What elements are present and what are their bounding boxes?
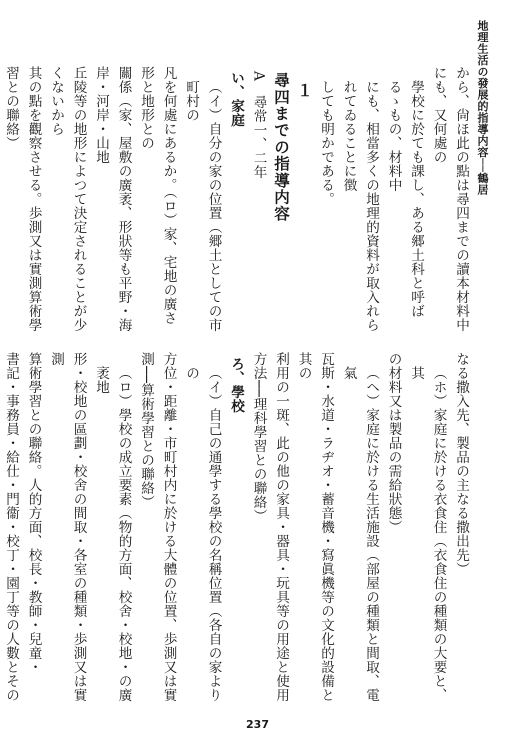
text-line: 關係（家、屋敷の廣袤、形狀等も平野・海岸・河岸・山地 [93, 66, 132, 332]
text-line: 測──算術學習との聯絡） [138, 352, 154, 510]
text-line: （イ）自分の家の位置（郷土としての市町村の [183, 79, 222, 332]
text-line: なる撒入先、製品の主なる撒出先） [453, 352, 469, 576]
text-line: 形・校地の區劃・校舍の間取・各室の種類・歩測又は實測 [48, 352, 87, 702]
section-title: 尋四までの指導内容 [272, 72, 291, 223]
text-line: 方位・距離・市町村内に於ける大體の位置、歩測又は實 [160, 352, 177, 702]
text-line: 利用の一斑、此の他の家具・器具・玩具等の用途と使用 [273, 352, 289, 702]
paragraph: 學校に於ても課し、ある郷土科と呼ばるゝもの、材料中 [385, 79, 424, 318]
text-line: の材料又は製品の需給狀態） [385, 352, 402, 534]
text-line: 瓦斯・水道・ラヂオ・蓄音機・寫眞機等の文化的設備と其の [295, 352, 334, 702]
lower-text-block [3, 352, 472, 712]
sub-label-school: ろ、學校 [228, 357, 244, 414]
running-head: 地理生活の發展的指導内容──鶴居 [476, 20, 489, 196]
text-line: 凡を何處にあるか。（ロ）家、宅地の廣さ形と地形との [138, 66, 177, 326]
text-line: （ホ）家庭に於ける衣食住（衣食住の種類の大要と、其 [408, 365, 447, 702]
text-line: （ヘ）家庭に於ける生活施設（部屋の種類と間取、電氣 [340, 365, 379, 702]
paragraph: から、尙ほ此の點は尋四までの讀本材料中にも、又何處の [430, 66, 469, 332]
section-number: １ [294, 82, 314, 99]
text-line: 算術學習との聯絡。人的方面、校長・教師・兒童・ [25, 352, 42, 674]
grade-label: A 尋常一、二年 [250, 71, 267, 180]
text-line: 丘陵等の地形によつて決定されることが少くないから [48, 66, 87, 332]
text-line: 方法──理科學習との聯絡） [250, 352, 267, 524]
text-line: （イ）自己の通學する學校の名稱位置（各自の家よりの [183, 365, 222, 702]
page-number: 237 [246, 718, 269, 731]
text-line: （ロ）學校の成立要素（物的方面、校舍・校地・の廣袤地 [93, 365, 132, 702]
upper-text-block [3, 66, 472, 334]
text-line: 書記・事務員・給仕・門衞・校丁・園丁等の人數とその [3, 352, 19, 702]
paragraph: しても明かである。 [318, 79, 334, 206]
sub-label-home: い、家庭 [228, 71, 244, 128]
text-line: 其の點を觀察させる。歩測又は實測算術學習との聯絡） [3, 66, 42, 332]
paragraph: にも、相當多くの地理的資料が取入れられてゐることに徴 [340, 79, 379, 332]
